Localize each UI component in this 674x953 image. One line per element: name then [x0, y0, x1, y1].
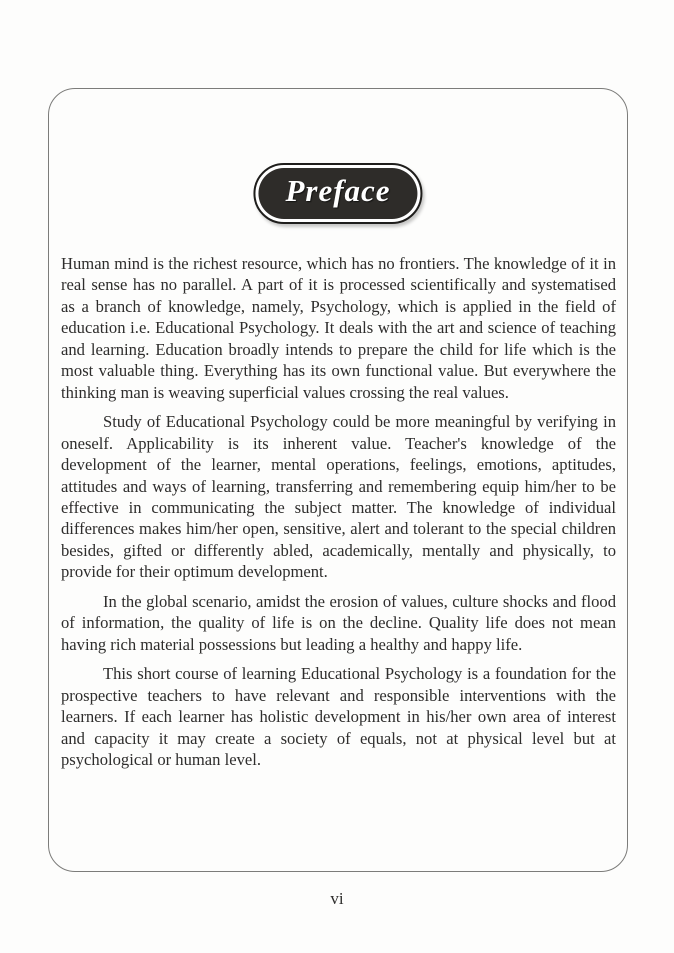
paragraph-3: In the global scenario, amidst the erosion of values, culture shocks and flood of information, the quality of life is on the decline. Quality life does not mean having rich material possessions but leading a healthy and happy life. [61, 591, 616, 654]
page-number: vi [330, 889, 344, 908]
paragraph-2: Study of Educational Psychology could be more meaningful by verifying in oneself. Applicability is its inherent value. Teacher's knowledge of the development of the learner, mental operations, feelings, emotions, aptitudes, attitudes and ways of learning, transferring and remembering equip him/her to be effective in communicating the subject matter. The knowledge of individual differences makes him/her open, sensitive, alert and tolerant to the special children besides, gifted or differently abled, academically, mentally and physically, to provide for their optimum development. [61, 412, 616, 582]
page-border-frame [48, 88, 628, 872]
preface-badge-label: Preface [285, 173, 391, 208]
preface-badge [253, 163, 422, 224]
preface-badge-ring [253, 163, 422, 224]
paragraph-1: Human mind is the richest resource, which has no frontiers. The knowledge of it in real sense has no parallel. A part of it is processed scientifically and systematised as a branch of knowledge, namely, Psychology, which is applied in the field of education i.e. Educational Psychology. It deals with the art and science of teaching and learning. Education broadly intends to prepare the child for life which is the most valuable thing. Everything has its own functional value. But everywhere the thinking man is weaving superficial values crossing the real values. [61, 254, 616, 402]
preface-badge-fill [258, 168, 417, 219]
paragraph-4: This short course of learning Educational Psychology is a foundation for the prospective teachers to have relevant and responsible interventions with the learners. If each learner has holistic development in his/her own area of interest and capacity it may create a society of equals, not at physical level but at psychological or human level. [61, 664, 616, 769]
preface-body [61, 253, 616, 778]
